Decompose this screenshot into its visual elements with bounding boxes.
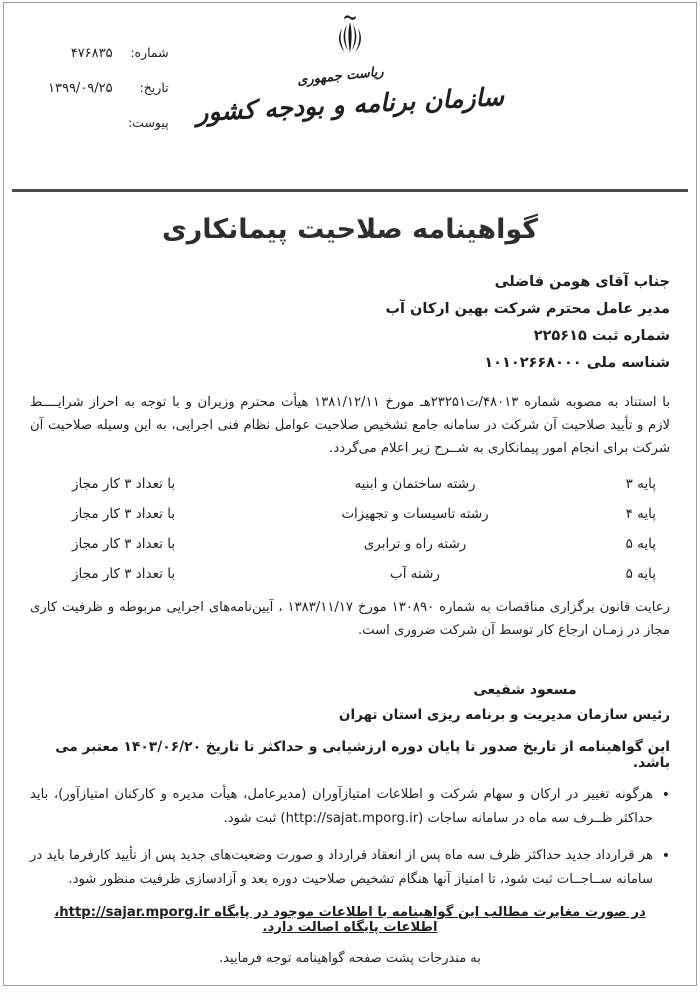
note-item <box>30 783 670 831</box>
validity-statement: این گواهینامه از تاریخ صدور تا پایان دوره ارزشیابی و حداکثر تا تاریخ ۱۴۰۳/۰۶/۲۰ معتبر می باشد. <box>55 739 670 771</box>
qualification-row <box>30 476 670 492</box>
letterhead-header <box>4 3 696 189</box>
back-page-note: به مندرجات پشت صفحه گواهینامه توجه فرمایید. <box>219 951 481 966</box>
note-text: هر قرارداد جدید حداکثر ظرف سه ماه پس از انعقاد قرارداد و صورت وضعیت‌های جدید پس از تأیید کارفرما باید در سامانه ســاجــات ثبت شود، تا امتیاز آنها هنگام تشخیص صلاحیت دوره بعد و آزادسازی ظرفیت منظور شود. <box>30 848 653 887</box>
field-cell: رشته ساختمان و ابنیه <box>354 476 476 492</box>
bullet-icon: • <box>661 848 670 864</box>
letter-date-label: تاریخ: <box>139 80 169 95</box>
letter-number-label: شماره: <box>130 45 169 60</box>
qualification-row <box>30 506 670 522</box>
grade-cell: پایه ۳ <box>625 476 656 492</box>
grade-cell: پایه ۴ <box>625 506 656 522</box>
bullet-icon: • <box>661 787 670 803</box>
field-cell: رشته آب <box>390 566 440 582</box>
certificate-page <box>3 2 697 986</box>
letter-number-value: ۴۷۶۸۳۵ <box>70 46 113 61</box>
law-paragraph: رعایت قانون برگزاری مناقصات به شماره ۱۳۰۸۹۰ مورخ ۱۳۸۳/۱۱/۱۷ ، آیین‌نامه‌های اجرایی مربوطه و ظرفیت کاری مجاز در زمـان ارجاع کار توسط آن شرکت ضروری است. <box>30 600 670 638</box>
notes-list <box>30 783 670 892</box>
qualification-row <box>30 536 670 552</box>
addressee-name: جناب آقای هومن فاضلی <box>494 274 670 290</box>
field-cell: رشته تاسیسات و تجهیزات <box>341 506 489 522</box>
presidency-caption: ریاست جمهوری <box>296 64 384 89</box>
iran-emblem-icon <box>331 13 369 65</box>
signature-block <box>338 682 670 723</box>
addressee-block <box>30 269 670 377</box>
field-cell: رشته راه و ترابری <box>363 536 467 552</box>
letter-attachment-label: پیوست: <box>127 115 169 130</box>
intro-paragraph: با استناد به مصوبه شماره ۴۸۰۱۳/ت۲۳۲۵۱هـ مورخ ۱۳۸۱/۱۲/۱۱ هیأت محترم وزیران و با توجه به احراز شرایــــط لازم و تأیید صلاحیت آن شرکت در سامانه جامع تشخیص صلاحیت عوامل نظام فنی اجرایی، به این وسیله صلاحیت آن شرکت برای انجام امور پیمانکاری به شــرح زیر اعلام می‌گردد. <box>30 395 670 456</box>
letterhead-block <box>48 45 169 149</box>
note-text: هرگونه تغییر در ارکان و سهام شرکت و اطلاعات امتیازآوران (مدیرعامل، هیأت مدیره و کارکنان امتیازآور)، باید حداکثر ظــرف سه ماه در سامانه ساجات (http://sajat.mporg.ir) ثبت شود. <box>30 787 653 826</box>
capacity-cell: با تعداد ۳ کار مجاز <box>72 476 176 492</box>
qualifications-table <box>30 476 670 582</box>
letter-date-row <box>48 80 169 96</box>
signer-title: رئیس سازمان مدیریت و برنامه ریزی استان تهران <box>338 707 670 723</box>
national-id: شناسه ملی ۱۰۱۰۲۶۶۸۰۰۰ <box>484 355 670 371</box>
letter-number-row <box>48 45 169 61</box>
letter-date-value: ۱۳۹۹/۰۹/۲۵ <box>48 81 113 96</box>
letter-attachment-row <box>48 115 169 130</box>
mismatch-warning: در صورت مغایرت مطالب این گواهینامه با اطلاعات موجود در پایگاه http://sajar.mporg.ir، اطلاعات پایگاه اصالت دارد. <box>54 905 646 935</box>
addressee-position: مدیر عامل محترم شرکت بهین ارکان آب <box>385 301 670 317</box>
header-divider <box>12 189 688 192</box>
capacity-cell: با تعداد ۳ کار مجاز <box>72 566 176 582</box>
organization-name: سازمان برنامه و بودجه کشور <box>195 81 505 128</box>
grade-cell: پایه ۵ <box>625 566 656 582</box>
qualification-row <box>30 566 670 582</box>
certificate-title: گواهینامه صلاحیت پیمانکاری <box>162 214 538 245</box>
capacity-cell: با تعداد ۳ کار مجاز <box>72 506 176 522</box>
capacity-cell: با تعداد ۳ کار مجاز <box>72 536 176 552</box>
signer-name: مسعود شفیعی <box>473 682 577 698</box>
grade-cell: پایه ۵ <box>625 536 656 552</box>
registration-number: شماره ثبت ۲۲۵۶۱۵ <box>533 328 670 344</box>
note-item <box>30 844 670 892</box>
